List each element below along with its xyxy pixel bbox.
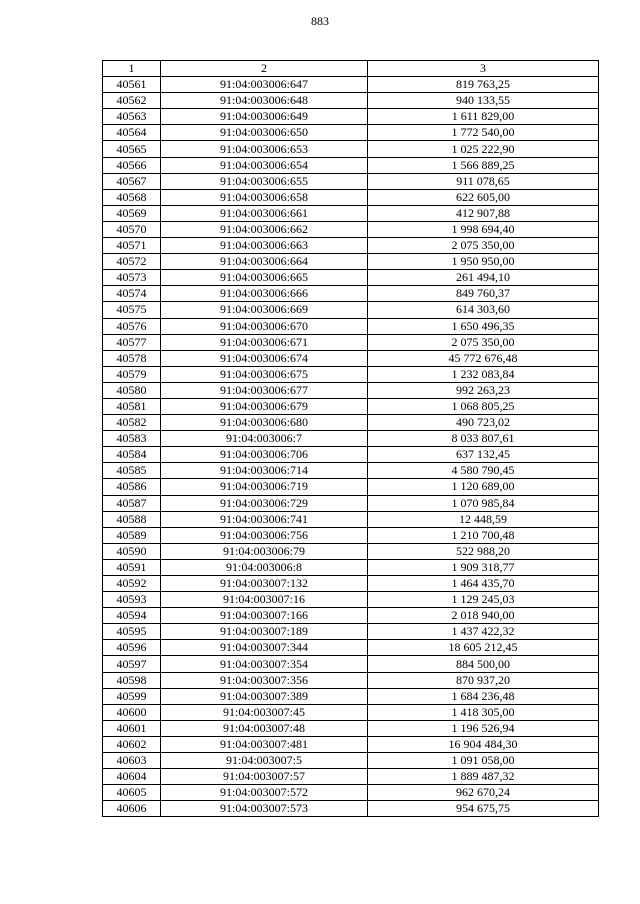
table-row xyxy=(103,302,599,318)
row-number-cell: 40569 xyxy=(103,205,161,221)
table-row xyxy=(103,624,599,640)
value-cell: 18 605 212,45 xyxy=(368,640,599,656)
cadastral-number-cell: 91:04:003006:669 xyxy=(161,302,368,318)
table-row xyxy=(103,640,599,656)
cadastral-number-cell: 91:04:003007:572 xyxy=(161,785,368,801)
row-number-cell: 40579 xyxy=(103,366,161,382)
column-header-3: 3 xyxy=(368,61,599,77)
cadastral-number-cell: 91:04:003006:679 xyxy=(161,398,368,414)
cadastral-number-cell: 91:04:003006:719 xyxy=(161,479,368,495)
table-row xyxy=(103,785,599,801)
cadastral-number-cell: 91:04:003007:354 xyxy=(161,656,368,672)
value-cell: 1 909 318,77 xyxy=(368,559,599,575)
value-cell: 992 263,23 xyxy=(368,382,599,398)
value-cell: 4 580 790,45 xyxy=(368,463,599,479)
table-row xyxy=(103,334,599,350)
value-cell: 1 232 083,84 xyxy=(368,366,599,382)
cadastral-number-cell: 91:04:003006:663 xyxy=(161,238,368,254)
cadastral-number-cell: 91:04:003006:674 xyxy=(161,350,368,366)
table-row xyxy=(103,398,599,414)
table-row xyxy=(103,608,599,624)
table-row xyxy=(103,704,599,720)
value-cell: 1 998 694,40 xyxy=(368,221,599,237)
value-cell: 1 772 540,00 xyxy=(368,125,599,141)
cadastral-number-cell: 91:04:003006:7 xyxy=(161,431,368,447)
table-row xyxy=(103,511,599,527)
column-header-1: 1 xyxy=(103,61,161,77)
cadastral-number-cell: 91:04:003007:389 xyxy=(161,688,368,704)
table-row xyxy=(103,77,599,93)
row-number-cell: 40585 xyxy=(103,463,161,479)
value-cell: 16 904 484,30 xyxy=(368,736,599,752)
cadastral-number-cell: 91:04:003006:670 xyxy=(161,318,368,334)
value-cell: 1 611 829,00 xyxy=(368,109,599,125)
cadastral-number-cell: 91:04:003007:16 xyxy=(161,592,368,608)
value-cell: 1 196 526,94 xyxy=(368,720,599,736)
row-number-cell: 40604 xyxy=(103,769,161,785)
row-number-cell: 40570 xyxy=(103,221,161,237)
row-number-cell: 40586 xyxy=(103,479,161,495)
cadastral-number-cell: 91:04:003006:655 xyxy=(161,173,368,189)
table-row xyxy=(103,125,599,141)
table-row xyxy=(103,221,599,237)
table-row xyxy=(103,109,599,125)
table-row xyxy=(103,350,599,366)
cadastral-number-cell: 91:04:003006:756 xyxy=(161,527,368,543)
table-row xyxy=(103,141,599,157)
page-number: 883 xyxy=(311,14,329,28)
value-cell: 522 988,20 xyxy=(368,543,599,559)
cadastral-number-cell: 91:04:003006:648 xyxy=(161,93,368,109)
cadastral-number-cell: 91:04:003006:79 xyxy=(161,543,368,559)
table-row xyxy=(103,672,599,688)
table-row xyxy=(103,431,599,447)
table-row xyxy=(103,559,599,575)
table-row xyxy=(103,463,599,479)
row-number-cell: 40589 xyxy=(103,527,161,543)
value-cell: 1 464 435,70 xyxy=(368,576,599,592)
value-cell: 1 418 305,00 xyxy=(368,704,599,720)
row-number-cell: 40566 xyxy=(103,157,161,173)
value-cell: 8 033 807,61 xyxy=(368,431,599,447)
value-cell: 1 650 496,35 xyxy=(368,318,599,334)
cadastral-number-cell: 91:04:003007:57 xyxy=(161,769,368,785)
value-cell: 870 937,20 xyxy=(368,672,599,688)
value-cell: 2 075 350,00 xyxy=(368,238,599,254)
row-number-cell: 40563 xyxy=(103,109,161,125)
cadastral-value-table xyxy=(102,60,599,817)
table-row xyxy=(103,801,599,817)
row-number-cell: 40583 xyxy=(103,431,161,447)
table-row xyxy=(103,318,599,334)
value-cell: 954 675,75 xyxy=(368,801,599,817)
table-row xyxy=(103,270,599,286)
value-cell: 614 303,60 xyxy=(368,302,599,318)
value-cell: 2 018 940,00 xyxy=(368,608,599,624)
value-cell: 2 075 350,00 xyxy=(368,334,599,350)
value-cell: 962 670,24 xyxy=(368,785,599,801)
row-number-cell: 40592 xyxy=(103,576,161,592)
row-number-cell: 40605 xyxy=(103,785,161,801)
row-number-cell: 40567 xyxy=(103,173,161,189)
row-number-cell: 40565 xyxy=(103,141,161,157)
table-row xyxy=(103,527,599,543)
row-number-cell: 40599 xyxy=(103,688,161,704)
row-number-cell: 40561 xyxy=(103,77,161,93)
cadastral-number-cell: 91:04:003006:706 xyxy=(161,447,368,463)
cadastral-number-cell: 91:04:003006:671 xyxy=(161,334,368,350)
table-header-row xyxy=(103,61,599,77)
cadastral-number-cell: 91:04:003006:714 xyxy=(161,463,368,479)
row-number-cell: 40575 xyxy=(103,302,161,318)
row-number-cell: 40568 xyxy=(103,189,161,205)
value-cell: 1 129 245,03 xyxy=(368,592,599,608)
value-cell: 1 025 222,90 xyxy=(368,141,599,157)
cadastral-number-cell: 91:04:003007:189 xyxy=(161,624,368,640)
table-row xyxy=(103,543,599,559)
cadastral-number-cell: 91:04:003006:661 xyxy=(161,205,368,221)
table-row xyxy=(103,382,599,398)
cadastral-number-cell: 91:04:003007:573 xyxy=(161,801,368,817)
value-cell: 1 684 236,48 xyxy=(368,688,599,704)
cadastral-number-cell: 91:04:003006:662 xyxy=(161,221,368,237)
row-number-cell: 40580 xyxy=(103,382,161,398)
value-cell: 622 605,00 xyxy=(368,189,599,205)
table-row xyxy=(103,173,599,189)
table-row xyxy=(103,157,599,173)
row-number-cell: 40578 xyxy=(103,350,161,366)
row-number-cell: 40600 xyxy=(103,704,161,720)
cadastral-number-cell: 91:04:003006:8 xyxy=(161,559,368,575)
table-row xyxy=(103,286,599,302)
cadastral-number-cell: 91:04:003007:48 xyxy=(161,720,368,736)
cadastral-number-cell: 91:04:003007:5 xyxy=(161,753,368,769)
row-number-cell: 40596 xyxy=(103,640,161,656)
value-cell: 45 772 676,48 xyxy=(368,350,599,366)
table-row xyxy=(103,720,599,736)
value-cell: 1 120 689,00 xyxy=(368,479,599,495)
value-cell: 261 494,10 xyxy=(368,270,599,286)
row-number-cell: 40593 xyxy=(103,592,161,608)
table-body xyxy=(103,77,599,817)
value-cell: 911 078,65 xyxy=(368,173,599,189)
value-cell: 12 448,59 xyxy=(368,511,599,527)
row-number-cell: 40591 xyxy=(103,559,161,575)
table-row xyxy=(103,93,599,109)
row-number-cell: 40564 xyxy=(103,125,161,141)
cadastral-number-cell: 91:04:003007:481 xyxy=(161,736,368,752)
cadastral-number-cell: 91:04:003007:356 xyxy=(161,672,368,688)
cadastral-number-cell: 91:04:003007:344 xyxy=(161,640,368,656)
row-number-cell: 40582 xyxy=(103,415,161,431)
cadastral-number-cell: 91:04:003007:45 xyxy=(161,704,368,720)
cadastral-number-cell: 91:04:003006:680 xyxy=(161,415,368,431)
table-row xyxy=(103,366,599,382)
value-cell: 1 210 700,48 xyxy=(368,527,599,543)
cadastral-number-cell: 91:04:003006:741 xyxy=(161,511,368,527)
cadastral-number-cell: 91:04:003006:665 xyxy=(161,270,368,286)
row-number-cell: 40601 xyxy=(103,720,161,736)
row-number-cell: 40590 xyxy=(103,543,161,559)
value-cell: 1 068 805,25 xyxy=(368,398,599,414)
cadastral-number-cell: 91:04:003006:654 xyxy=(161,157,368,173)
value-cell: 940 133,55 xyxy=(368,93,599,109)
table-row xyxy=(103,592,599,608)
table-row xyxy=(103,189,599,205)
row-number-cell: 40572 xyxy=(103,254,161,270)
row-number-cell: 40581 xyxy=(103,398,161,414)
row-number-cell: 40571 xyxy=(103,238,161,254)
row-number-cell: 40598 xyxy=(103,672,161,688)
table-row xyxy=(103,576,599,592)
row-number-cell: 40584 xyxy=(103,447,161,463)
cadastral-number-cell: 91:04:003006:666 xyxy=(161,286,368,302)
cadastral-number-cell: 91:04:003006:649 xyxy=(161,109,368,125)
row-number-cell: 40576 xyxy=(103,318,161,334)
column-header-2: 2 xyxy=(161,61,368,77)
cadastral-number-cell: 91:04:003006:664 xyxy=(161,254,368,270)
cadastral-number-cell: 91:04:003006:658 xyxy=(161,189,368,205)
cadastral-number-cell: 91:04:003006:675 xyxy=(161,366,368,382)
table-row xyxy=(103,479,599,495)
value-cell: 490 723,02 xyxy=(368,415,599,431)
row-number-cell: 40602 xyxy=(103,736,161,752)
value-cell: 849 760,37 xyxy=(368,286,599,302)
table-row xyxy=(103,205,599,221)
table-row xyxy=(103,495,599,511)
value-cell: 412 907,88 xyxy=(368,205,599,221)
value-cell: 819 763,25 xyxy=(368,77,599,93)
row-number-cell: 40606 xyxy=(103,801,161,817)
value-cell: 884 500,00 xyxy=(368,656,599,672)
row-number-cell: 40595 xyxy=(103,624,161,640)
value-cell: 1 437 422,32 xyxy=(368,624,599,640)
table-row xyxy=(103,753,599,769)
table-row xyxy=(103,447,599,463)
row-number-cell: 40587 xyxy=(103,495,161,511)
value-cell: 1 070 985,84 xyxy=(368,495,599,511)
cadastral-number-cell: 91:04:003006:650 xyxy=(161,125,368,141)
table-row xyxy=(103,736,599,752)
value-cell: 1 950 950,00 xyxy=(368,254,599,270)
value-cell: 637 132,45 xyxy=(368,447,599,463)
row-number-cell: 40577 xyxy=(103,334,161,350)
cadastral-number-cell: 91:04:003007:132 xyxy=(161,576,368,592)
row-number-cell: 40588 xyxy=(103,511,161,527)
table-row xyxy=(103,688,599,704)
cadastral-number-cell: 91:04:003006:647 xyxy=(161,77,368,93)
row-number-cell: 40603 xyxy=(103,753,161,769)
cadastral-number-cell: 91:04:003006:677 xyxy=(161,382,368,398)
table-row xyxy=(103,238,599,254)
cadastral-number-cell: 91:04:003006:729 xyxy=(161,495,368,511)
row-number-cell: 40574 xyxy=(103,286,161,302)
table-row xyxy=(103,769,599,785)
cadastral-number-cell: 91:04:003007:166 xyxy=(161,608,368,624)
value-cell: 1 091 058,00 xyxy=(368,753,599,769)
value-cell: 1 889 487,32 xyxy=(368,769,599,785)
table-row xyxy=(103,415,599,431)
row-number-cell: 40573 xyxy=(103,270,161,286)
cadastral-number-cell: 91:04:003006:653 xyxy=(161,141,368,157)
value-cell: 1 566 889,25 xyxy=(368,157,599,173)
row-number-cell: 40597 xyxy=(103,656,161,672)
table-row xyxy=(103,656,599,672)
row-number-cell: 40562 xyxy=(103,93,161,109)
row-number-cell: 40594 xyxy=(103,608,161,624)
table-row xyxy=(103,254,599,270)
